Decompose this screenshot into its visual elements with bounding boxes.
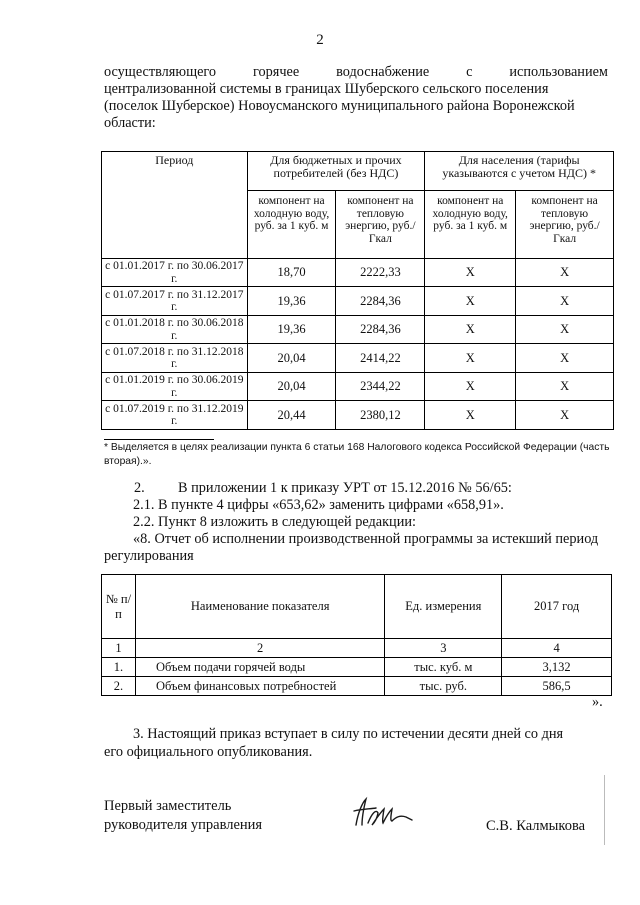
table-index-row: [102, 639, 612, 658]
pop-cold-value: Х: [425, 373, 516, 401]
handwritten-signature: [350, 795, 416, 831]
group-budget-header: Для бюджетных и прочих потребителей (без НДС): [247, 152, 425, 191]
intro-line-3: (поселок Шуберское) Новоусманского муниципального района Воронежской: [104, 98, 575, 114]
pop-cold-value: Х: [425, 316, 516, 344]
intro-word: водоснабжение: [336, 64, 430, 80]
cold-value: 19,36: [247, 287, 336, 316]
signer-name: С.В. Калмыкова: [486, 818, 586, 834]
intro-word: осуществляющего: [104, 64, 217, 80]
index-cell: 1: [102, 639, 136, 658]
heat-value: 2344,22: [336, 373, 425, 401]
pop-heat-value: Х: [516, 316, 614, 344]
footnote-divider: [104, 439, 214, 440]
heat-value: 2284,36: [336, 287, 425, 316]
index-cell: 4: [502, 639, 612, 658]
para-2-2: 2.2. Пункт 8 изложить в следующей редакции:: [133, 514, 416, 530]
pop-heat-value: Х: [516, 259, 614, 287]
col-period-header: Период: [102, 152, 248, 259]
pop-cold-value: Х: [425, 344, 516, 373]
row-unit: тыс. куб. м: [385, 658, 502, 677]
pop-heat-value: Х: [516, 344, 614, 373]
table-row: [102, 344, 614, 373]
cold-value: 20,04: [247, 344, 336, 373]
signer-position-line-2: руководителя управления: [104, 817, 263, 833]
period-cell: с 01.07.2019 г. по 31.12.2019 г.: [102, 401, 248, 430]
intro-paragraph: [104, 64, 608, 132]
intro-line-1: [104, 64, 608, 81]
row-name: Объем финансовых потребностей: [135, 677, 384, 696]
report-table: [101, 574, 612, 696]
closing-quote: ».: [592, 694, 603, 710]
period-cell: с 01.01.2017 г. по 30.06.2017 г.: [102, 259, 248, 287]
intro-word: с: [466, 64, 473, 80]
period-cell: с 01.01.2018 г. по 30.06.2018 г.: [102, 316, 248, 344]
cold-value: 20,44: [247, 401, 336, 430]
signer-position-line-1: Первый заместитель: [104, 798, 232, 814]
table-row: [102, 677, 612, 696]
cold-value: 18,70: [247, 259, 336, 287]
sub-heat-budget-header: компонент на тепловую энергию, руб./Гкал: [336, 191, 425, 259]
row-num: 1.: [102, 658, 136, 677]
index-cell: 3: [385, 639, 502, 658]
intro-line-4: области:: [104, 115, 156, 131]
sub-cold-budget-header: компонент на холодную воду, руб. за 1 куб. м: [247, 191, 336, 259]
period-cell: с 01.07.2017 г. по 31.12.2017 г.: [102, 287, 248, 316]
col-year-header: 2017 год: [502, 575, 612, 639]
para-8-line-2: регулирования: [104, 548, 194, 564]
table-row: [102, 373, 614, 401]
table-row: [102, 316, 614, 344]
table-row: [102, 287, 614, 316]
para-3-line-2: его официального опубликования.: [104, 744, 313, 760]
scan-edge-mark: [604, 775, 605, 845]
pop-cold-value: Х: [425, 401, 516, 430]
col-num-header: № п/п: [102, 575, 136, 639]
row-num: 2.: [102, 677, 136, 696]
period-cell: с 01.07.2018 г. по 31.12.2018 г.: [102, 344, 248, 373]
pop-heat-value: Х: [516, 287, 614, 316]
intro-word: использованием: [509, 64, 608, 80]
sub-cold-pop-header: компонент на холодную воду, руб. за 1 куб. м: [425, 191, 516, 259]
para-3-line-1: 3. Настоящий приказ вступает в силу по истечении десяти дней со дня: [133, 726, 564, 742]
row-value: 3,132: [502, 658, 612, 677]
table-row: [102, 658, 612, 677]
group-population-header: Для населения (тарифы указываются с учетом НДС) *: [425, 152, 614, 191]
cold-value: 20,04: [247, 373, 336, 401]
sub-heat-pop-header: компонент на тепловую энергию, руб./Гкал: [516, 191, 614, 259]
period-cell: с 01.01.2019 г. по 30.06.2019 г.: [102, 373, 248, 401]
footnote: * Выделяется в целях реализации пункта 6 статьи 168 Налогового кодекса Российской Федерации (часть вторая).».: [104, 442, 610, 467]
para-2-1: 2.1. В пункте 4 цифры «653,62» заменить цифрами «658,91».: [133, 497, 504, 513]
table-row: [102, 401, 614, 430]
index-cell: 2: [135, 639, 384, 658]
pop-heat-value: Х: [516, 401, 614, 430]
heat-value: 2284,36: [336, 316, 425, 344]
row-value: 586,5: [502, 677, 612, 696]
col-unit-header: Ед. измерения: [385, 575, 502, 639]
para-8-line-1: «8. Отчет об исполнении производственной программы за истекший период: [133, 531, 599, 547]
col-name-header: Наименование показателя: [135, 575, 384, 639]
intro-word: горячее: [252, 64, 300, 80]
pop-cold-value: Х: [425, 287, 516, 316]
row-unit: тыс. руб.: [385, 677, 502, 696]
table-row: [102, 259, 614, 287]
heat-value: 2380,12: [336, 401, 425, 430]
heat-value: 2222,33: [336, 259, 425, 287]
intro-line-2: централизованной системы в границах Шуберского сельского поселения: [104, 81, 549, 97]
row-name: Объем подачи горячей воды: [135, 658, 384, 677]
page-number: 2: [316, 32, 324, 48]
para-2: В приложении 1 к приказу УРТ от 15.12.2016 № 56/65:: [178, 480, 512, 496]
pop-cold-value: Х: [425, 259, 516, 287]
pop-heat-value: Х: [516, 373, 614, 401]
heat-value: 2414,22: [336, 344, 425, 373]
para-2-number: 2.: [134, 480, 145, 496]
tariff-table: [101, 151, 614, 430]
cold-value: 19,36: [247, 316, 336, 344]
